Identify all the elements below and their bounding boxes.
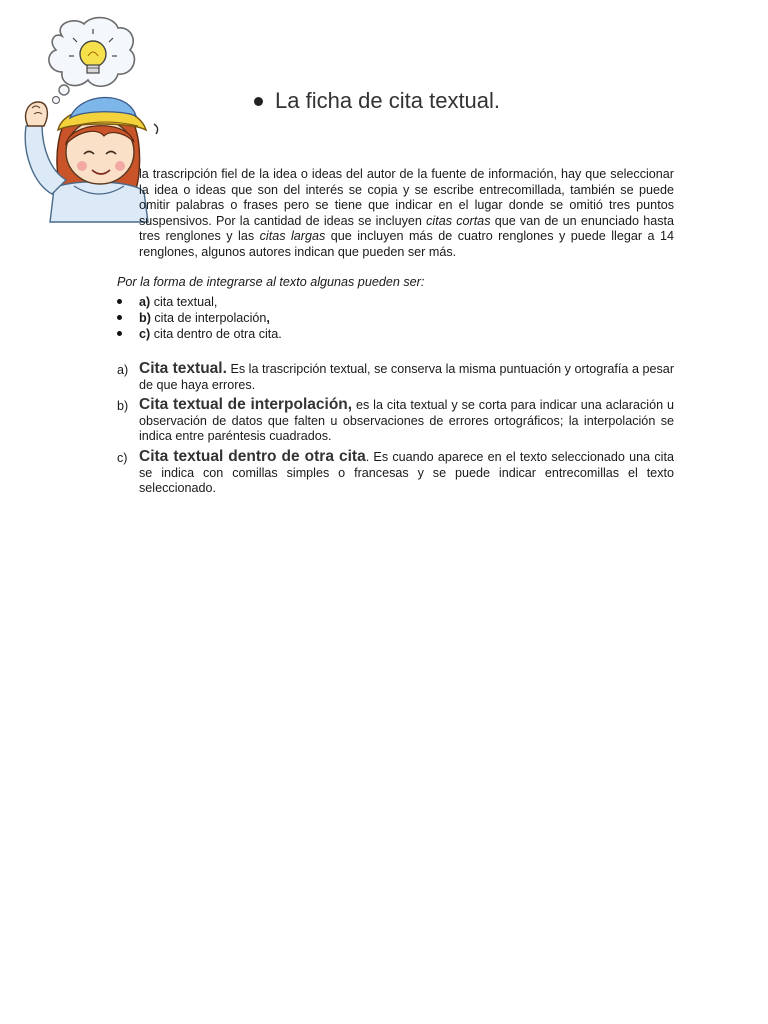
list-item xyxy=(117,294,282,310)
list-item-tail: , xyxy=(266,311,270,325)
definition-marker: c) xyxy=(117,450,128,465)
intro-text-2: que van de un enunciado hasta tres renglones y las xyxy=(139,213,674,244)
definition-item xyxy=(117,449,674,497)
definition-body xyxy=(139,449,674,497)
definition-item xyxy=(117,397,674,445)
definition-body xyxy=(139,397,674,445)
intro-emphasis-citas-cortas: citas cortas xyxy=(426,213,491,228)
page-title-text: La ficha de cita textual. xyxy=(275,88,501,113)
intro-emphasis-citas-largas: citas largas xyxy=(259,229,326,244)
definition-text: . Es cuando aparece en el texto seleccionado una cita se indica con comillas simples o francesas y se puede indicar entrecomillas el texto seleccionado. xyxy=(139,449,674,496)
definition-item xyxy=(117,361,674,393)
intro-text-1: la trascripción fiel de la idea o ideas del autor de la fuente de información, hay que seleccionar la idea o ideas que son del interés se copia y se escribe entrecomillada, también se puede omitir palabras o frases pero se tiene que indicar en el lugar donde se omitió tres puntos suspensivos. Por la cantidad de ideas se incluyen xyxy=(139,167,674,228)
forms-list xyxy=(117,294,282,342)
definition-body xyxy=(139,361,674,393)
page-title xyxy=(254,88,500,114)
list-item-text: cita de interpolación xyxy=(150,311,267,325)
forms-subheading: Por la forma de integrarse al texto algunas pueden ser: xyxy=(117,275,425,289)
list-item xyxy=(117,326,282,342)
intro-paragraph xyxy=(139,167,674,261)
list-item-text: cita textual, xyxy=(150,295,218,309)
definition-text: es la cita textual y se corta para indicar una aclaración u observación de datos que falten u observaciones de errores ortográficos; la interpolación se indica entre paréntesis cuadrados. xyxy=(139,398,674,444)
definition-marker: b) xyxy=(117,399,129,414)
list-item-letter: c) xyxy=(139,327,151,341)
definition-term: Cita textual. xyxy=(139,360,227,377)
list-item-letter: b) xyxy=(139,311,151,325)
definition-text: Es la trascripción textual, se conserva la misma puntuación y ortografía a pesar de que haya errores. xyxy=(139,362,675,392)
list-item-text: cita dentro de otra cita. xyxy=(150,327,282,341)
bullet-icon xyxy=(254,97,263,106)
definitions-list xyxy=(117,361,674,501)
definition-marker: a) xyxy=(117,363,129,377)
definition-term: Cita textual dentro de otra cita xyxy=(139,447,366,465)
intro-text-3: que incluyen más de cuatro renglones y puede llegar a 14 renglones, algunos autores indican que pueden ser más. xyxy=(139,229,675,259)
definition-term: Cita textual de interpolación, xyxy=(139,396,353,414)
list-item xyxy=(117,310,282,326)
list-item-letter: a) xyxy=(139,295,151,309)
